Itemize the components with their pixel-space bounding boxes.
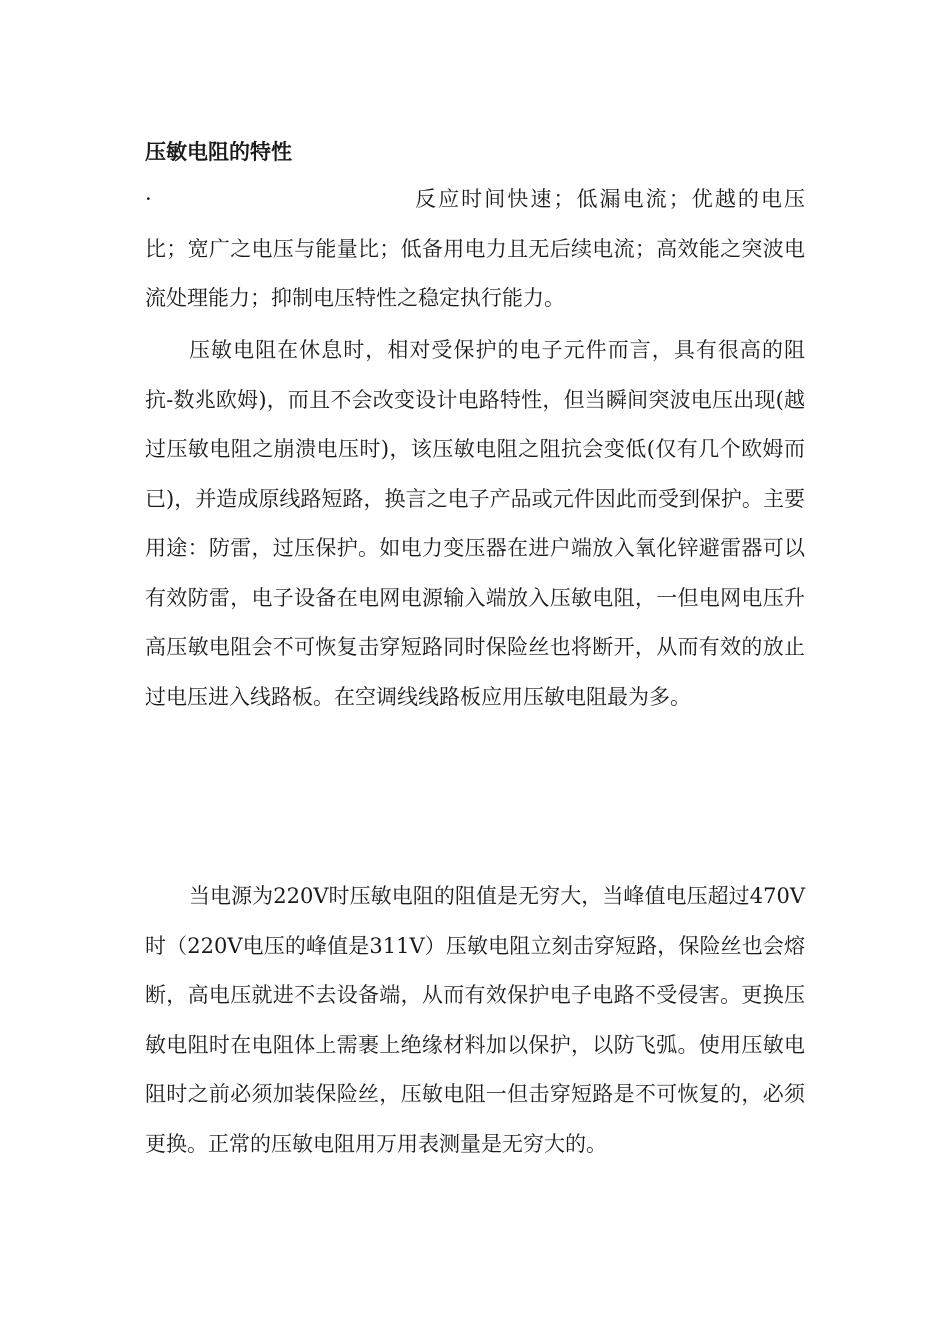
application-paragraph: 当电源为220V时压敏电阻的阻值是无穷大，当峰值电压超过470V时（220V电压的峰值是311V）压敏电阻立刻击穿短路，保险丝也会熔断，高电压就进不去设备端，从而有效保护电子电路不受侵害。更换压敏电阻时在电阻体上需裹上绝缘材料加以保护，以防飞弧。使用压敏电阻时之前必须加装保险丝，压敏电阻一但击穿短路是不可恢复的，必须更换。正常的压敏电阻用万用表测量是无穷大的。 <box>145 884 805 1156</box>
feature-paragraph <box>145 175 805 324</box>
bullet-marker: · <box>145 187 152 211</box>
feature-text: 反应时间快速；低漏电流；优越的电压比；宽广之电压与能量比；低备用电力且无后续电流；高效能之突波电流处理能力；抑制电压特性之稳定执行能力。 <box>145 187 805 310</box>
document-title: 压敏电阻的特性 <box>145 139 292 164</box>
description-paragraph: 压敏电阻在休息时，相对受保护的电子元件而言，具有很高的阻抗-数兆欧姆)，而且不会改变设计电路特性，但当瞬间突波电压出现(越过压敏电阻之崩溃电压时)，该压敏电阻之阻抗会变低(仅有几个欧姆而已)，并造成原线路短路，换言之电子产品或元件因此而受到保护。主要用途：防雷，过压保护。如电力变压器在进户端放入氧化锌避雷器可以有效防雷，电子设备在电网电源输入端放入压敏电阻，一但电网电压升高压敏电阻会不可恢复击穿短路同时保险丝也将断开，从而有效的放止过电压进入线路板。在空调线线路板应用压敏电阻最为多。 <box>145 338 805 709</box>
